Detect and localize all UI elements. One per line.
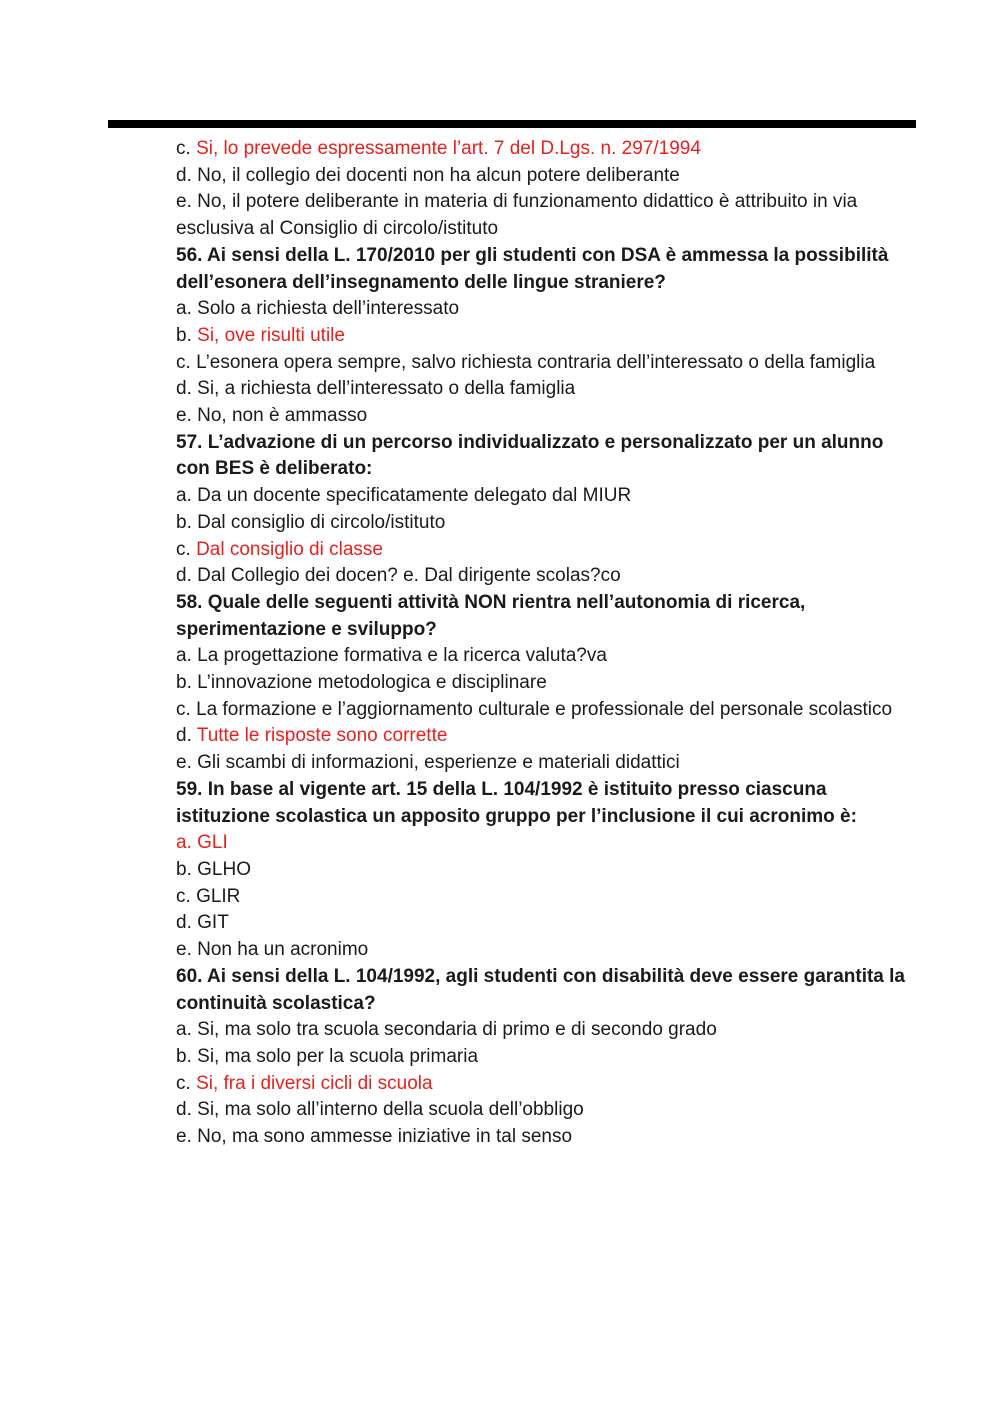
answer-line: c. La formazione e l’aggiornamento culturale e professionale del personale scolastico bbox=[176, 698, 893, 720]
question-59: 59. In base al vigente art. 15 della L. 104/1992 è istituito presso ciascuna istituzione scolastica un apposito gruppo per l’inclusione il cui acronimo è: bbox=[176, 778, 857, 827]
answer-line: a. La progettazione formativa e la ricerca valuta?va bbox=[176, 645, 607, 667]
answer-line: c. Si, lo prevede espressamente l’art. 7 del D.Lgs. n. 297/1994 bbox=[176, 138, 701, 159]
answer-line: b. Si, ma solo per la scuola primaria bbox=[176, 1045, 479, 1067]
top-rule bbox=[108, 120, 916, 128]
answer-line: d. Si, a richiesta dell’interessato o della famiglia bbox=[176, 378, 576, 400]
answer-line: d. GIT bbox=[176, 912, 229, 934]
answer-line: e. Non ha un acronimo bbox=[176, 939, 369, 961]
answer-line: d. No, il collegio dei docenti non ha alcun potere deliberante bbox=[176, 164, 680, 186]
answer-line: b. Dal consiglio di circolo/istituto bbox=[176, 511, 446, 533]
answer-line: a. Solo a richiesta dell’interessato bbox=[176, 298, 460, 320]
answer-line: c. Dal consiglio di classe bbox=[176, 538, 383, 560]
answer-line: b. GLHO bbox=[176, 858, 251, 880]
question-60: 60. Ai sensi della L. 104/1992, agli studenti con disabilità deve essere garantita la continuità scolastica? bbox=[176, 965, 905, 1014]
question-57: 57. L’advazione di un percorso individualizzato e personalizzato per un alunno con BES è deliberato: bbox=[176, 431, 884, 480]
answer-line: e. No, il potere deliberante in materia di funzionamento didattico è attribuito in via esclusiva al Consiglio di circolo/istituto bbox=[176, 191, 858, 240]
answer-line: b. Si, ove risulti utile bbox=[176, 324, 345, 346]
answer-line: e. No, ma sono ammesse iniziative in tal senso bbox=[176, 1126, 573, 1148]
question-58: 58. Quale delle seguenti attività NON rientra nell’autonomia di ricerca, sperimentazione e sviluppo? bbox=[176, 591, 806, 640]
answer-line: e. No, non è ammasso bbox=[176, 405, 368, 427]
answer-line: c. GLIR bbox=[176, 885, 241, 907]
answer-line: d. Tutte le risposte sono corrette bbox=[176, 725, 448, 747]
answer-line: a. Si, ma solo tra scuola secondaria di primo e di secondo grado bbox=[176, 1019, 717, 1041]
answer-line: b. L’innovazione metodologica e disciplinare bbox=[176, 672, 547, 694]
question-56: 56. Ai sensi della L. 170/2010 per gli studenti con DSA è ammessa la possibilità dell’esonera dell’insegnamento delle lingue straniere? bbox=[176, 244, 889, 293]
document-body bbox=[176, 136, 916, 1151]
answer-line: c. Si, fra i diversi cicli di scuola bbox=[176, 1072, 433, 1094]
answer-line: d. Si, ma solo all’interno della scuola dell’obbligo bbox=[176, 1099, 584, 1121]
answer-line: d. Dal Collegio dei docen? e. Dal dirigente scolas?co bbox=[176, 565, 621, 587]
answer-line: e. Gli scambi di informazioni, esperienze e materiali didattici bbox=[176, 752, 680, 774]
answer-line: c. L’esonera opera sempre, salvo richiesta contraria dell’interessato o della famiglia bbox=[176, 351, 876, 373]
answer-line: a. Da un docente specificatamente delegato dal MIUR bbox=[176, 485, 632, 507]
answer-line: a. GLI bbox=[176, 832, 228, 854]
